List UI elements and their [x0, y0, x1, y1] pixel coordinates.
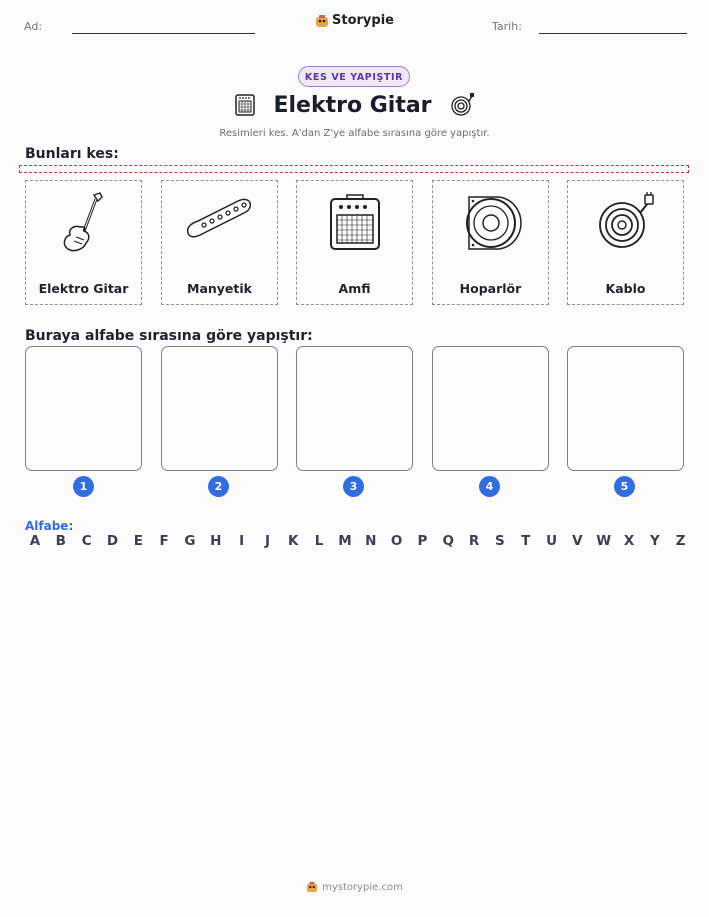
amplifier-icon — [234, 93, 256, 117]
cut-card-label: Elektro Gitar — [38, 281, 129, 296]
cut-card-electric-guitar[interactable] — [25, 180, 142, 305]
alphabet-letter: R — [468, 533, 480, 549]
slot-number-badge: 5 — [614, 476, 635, 497]
storypie-logo-icon — [306, 881, 318, 893]
footer-site[interactable]: mystorypie.com — [322, 882, 403, 893]
alphabet-letter: Z — [675, 533, 686, 549]
alphabet-letter: G — [184, 533, 196, 549]
alphabet-letter: W — [596, 533, 612, 549]
date-label: Tarih: — [492, 20, 522, 33]
amplifier-icon — [325, 191, 385, 253]
cut-card-label: Amfi — [338, 281, 371, 296]
cut-card-speaker[interactable] — [432, 180, 549, 305]
storypie-logo-icon — [315, 14, 329, 28]
cut-card-cable[interactable] — [567, 180, 684, 305]
alphabet-letter: Q — [442, 533, 454, 549]
slot-number-badge: 4 — [479, 476, 500, 497]
instructions: Resimleri kes. A'dan Z'ye alfabe sırasına göre yapıştır. — [219, 128, 490, 139]
alphabet-letter: K — [288, 533, 299, 549]
slot-number-badge: 3 — [343, 476, 364, 497]
page-title: Elektro Gitar — [273, 92, 432, 118]
title-row — [0, 92, 709, 118]
cut-card-label: Hoparlör — [459, 281, 522, 296]
electric-guitar-icon — [54, 191, 114, 261]
alphabet-letter: P — [417, 533, 428, 549]
alphabet-letter: C — [81, 533, 92, 549]
cable-icon — [596, 191, 658, 253]
alphabet-letter: B — [55, 533, 66, 549]
date-line — [539, 33, 687, 34]
paste-slot-2[interactable] — [161, 346, 278, 471]
name-label: Ad: — [24, 20, 43, 33]
alphabet-letter: H — [210, 533, 222, 549]
alphabet-letter: F — [159, 533, 169, 549]
paste-slot-3[interactable] — [296, 346, 413, 471]
alphabet-letter: X — [623, 533, 635, 549]
slot-number-badge: 2 — [208, 476, 229, 497]
pickup-icon — [184, 191, 254, 251]
alphabet-letter: D — [106, 533, 119, 549]
slot-number-badge: 1 — [73, 476, 94, 497]
alphabet-letter: L — [314, 533, 324, 549]
cut-card-amplifier[interactable] — [296, 180, 413, 305]
alphabet-letter: E — [133, 533, 143, 549]
alphabet-letter: J — [264, 533, 270, 549]
brand-name: Storypie — [332, 13, 394, 28]
alphabet-letter: I — [239, 533, 245, 549]
cut-line — [19, 165, 689, 173]
brand-logo — [0, 13, 709, 28]
speaker-icon — [461, 191, 523, 255]
cable-icon — [449, 92, 475, 118]
alphabet-letter: Y — [649, 533, 660, 549]
cut-card-label: Kablo — [605, 281, 646, 296]
name-line — [72, 33, 255, 34]
paste-slot-4[interactable] — [432, 346, 549, 471]
alphabet-letter: A — [29, 533, 41, 549]
alphabet-row — [28, 533, 688, 549]
cut-card-pickup[interactable] — [161, 180, 278, 305]
cut-heading: Bunları kes: — [25, 146, 119, 162]
activity-tag: KES VE YAPIŞTIR — [298, 66, 410, 87]
alphabet-letter: T — [521, 533, 531, 549]
cut-card-label: Manyetik — [187, 281, 252, 296]
alphabet-letter: M — [338, 533, 352, 549]
footer — [0, 881, 709, 893]
alphabet-letter: O — [390, 533, 403, 549]
alphabet-label: Alfabe: — [25, 519, 74, 533]
paste-heading: Buraya alfabe sırasına göre yapıştır: — [25, 328, 313, 344]
paste-slot-1[interactable] — [25, 346, 142, 471]
alphabet-letter: N — [365, 533, 377, 549]
paste-slot-5[interactable] — [567, 346, 684, 471]
alphabet-letter: S — [495, 533, 505, 549]
alphabet-letter: V — [572, 533, 583, 549]
alphabet-letter: U — [546, 533, 558, 549]
